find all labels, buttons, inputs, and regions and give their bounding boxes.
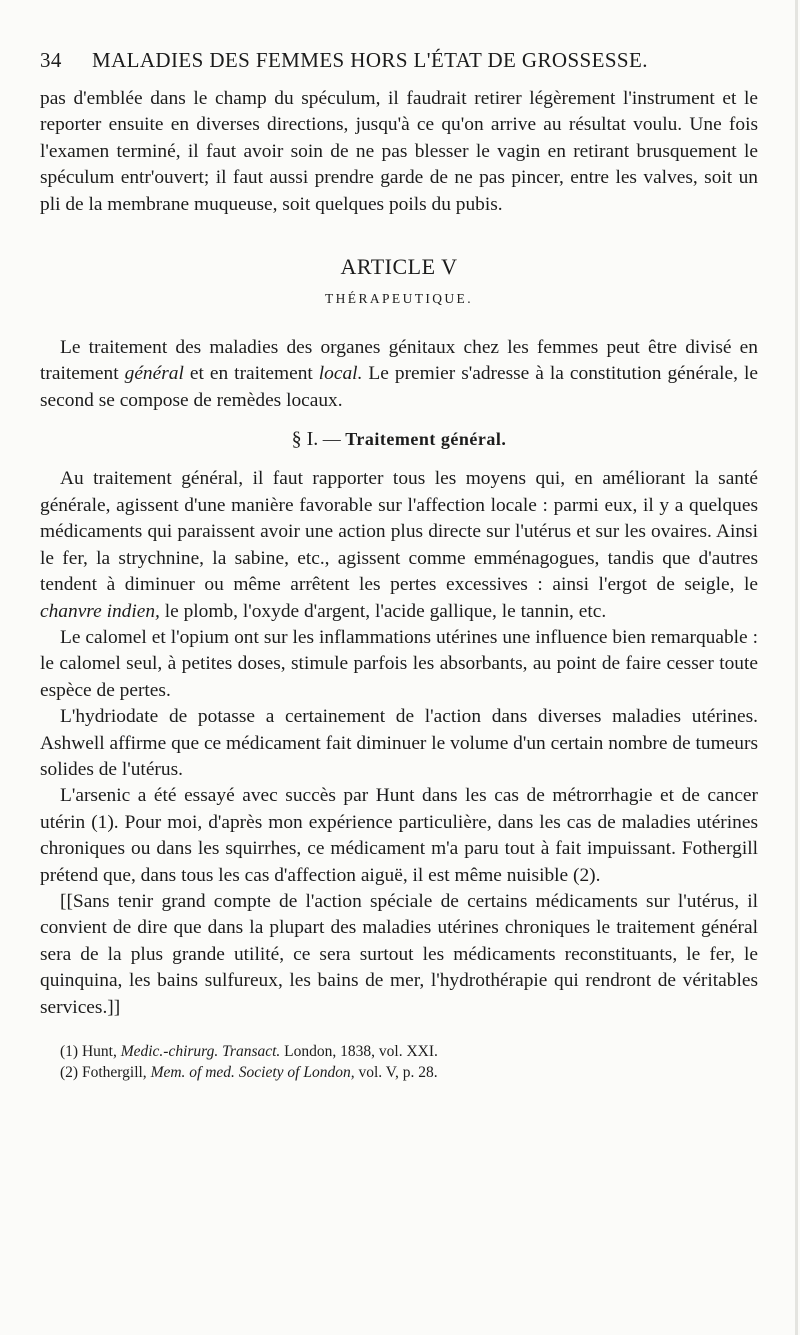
paragraph-hydriodate: L'hydriodate de potasse a certainement de l'action dans diverses maladies utérines. Ashwell affirme que ce médicament fait diminuer le volume d'un certain nombre de tumeurs solides de l'utérus. — [40, 706, 758, 780]
footnote-1: (1) Hunt, Medic.-chirurg. Transact. London, 1838, vol. XXI. — [60, 1043, 438, 1060]
paragraph-arsenic: L'arsenic a été essayé avec succès par Hunt dans les cas de métrorrhagie et de cancer utérin (1). Pour moi, d'après mon expérience particulière, dans les cas de maladies utérines chroniques ou dans les squirrhes, ce médicament m'a paru tout à fait impuissant. Fothergill prétend que, dans tous les cas d'affection aiguë, il est même nuisible (2). — [40, 785, 758, 886]
running-head — [40, 48, 758, 73]
body-text — [40, 86, 758, 1083]
page-number: 34 — [40, 48, 62, 72]
article-subtitle: THÉRAPEUTIQUE. — [325, 291, 473, 307]
section-heading — [40, 426, 758, 452]
page-edge-shadow — [795, 0, 798, 1335]
section-marker: § I. — [291, 428, 319, 451]
paragraph-traitement-general: Au traitement général, il faut rapporter tous les moyens qui, en améliorant la santé générale, agissent d'une manière favorable sur l'affection locale : parmi eux, il y a quelques médicaments qui paraissent avoir une action plus directe sur l'utérus et sur les ovaires. Ainsi le fer, la strychnine, la sabine, etc., agissent comme emménagogues, tandis que d'autres tendent à diminuer ou même arrêtent les pertes excessives : ainsi l'ergot de seigle, le chanvre indien, le plomb, l'oxyde d'argent, l'acide gallique, le tannin, etc. — [40, 468, 758, 622]
opening-paragraph: pas d'emblée dans le champ du spéculum, il faudrait retirer légèrement l'instrument et le reporter ensuite en diverses directions, jusqu'à ce qu'on arrive au résultat voulu. Une fois l'examen terminé, il faut avoir soin de ne pas blesser le vagin en retirant brusquement le spéculum entr'ouvert; il faut aussi prendre garde de ne pas pincer, entre les valves, soit un pli de la membrane muqueuse, soit quelques poils du pubis. — [40, 88, 758, 215]
article-title: ARTICLE V — [340, 254, 458, 280]
paragraph-reconstituants: [[Sans tenir grand compte de l'action spéciale de certains médicaments sur l'utérus, il convient de dire que dans la plupart des maladies utérines chroniques le traitement général sera de la plus grande utilité, ce sera surtout les médicaments reconstituants, le fer, le quinquina, les bains sulfureux, les bains de mer, l'hydrothérapie qui rendront de véritables services.]] — [40, 890, 758, 1018]
intro-paragraph: Le traitement des maladies des organes génitaux chez les femmes peut être divisé en traitement général et en traitement local. Le premier s'adresse à la constitution générale, le second se compose de remèdes locaux. — [40, 336, 758, 411]
paragraph-calomel: Le calomel et l'opium ont sur les inflammations utérines une influence bien remarquable : le calomel seul, à petites doses, stimule parfois les absorbants, au point de faire cesser toute espèce de pertes. — [40, 626, 758, 701]
footnote-2: (2) Fothergill, Mem. of med. Society of London, vol. V, p. 28. — [60, 1064, 438, 1081]
running-title: MALADIES DES FEMMES HORS L'ÉTAT DE GROSSESSE. — [92, 48, 648, 72]
section-dash: — — [322, 429, 341, 450]
section-title: Traitement général. — [345, 429, 507, 450]
footnotes — [40, 1041, 758, 1083]
